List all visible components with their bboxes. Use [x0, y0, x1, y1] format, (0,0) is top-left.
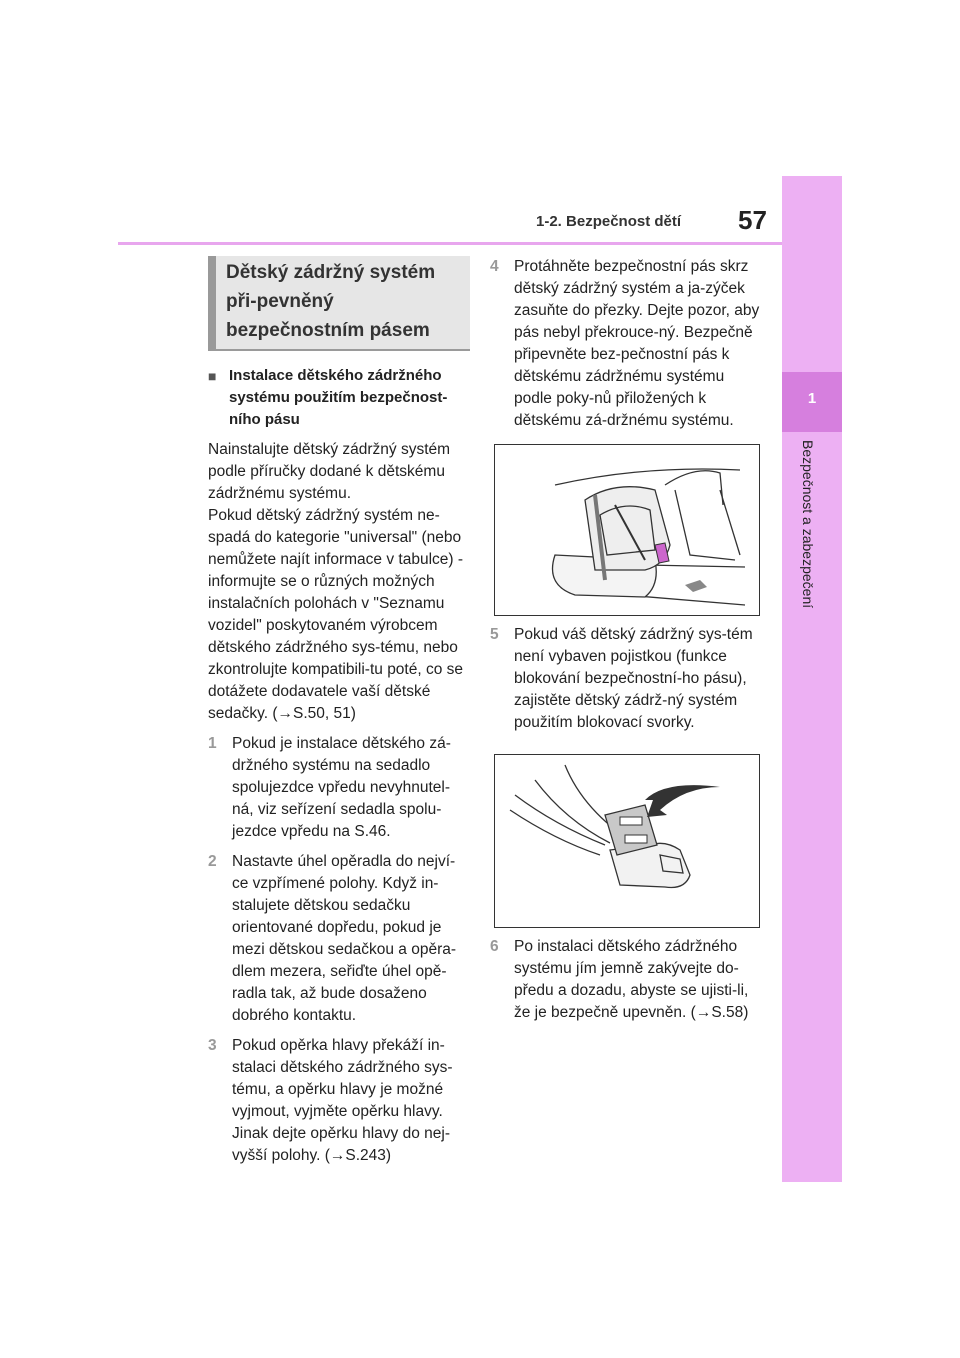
step-number: 4	[490, 258, 499, 275]
intro-paragraph-1: Nainstalujte dětský zádržný systém podle příručky dodané k dětskému zádržnému systému.	[208, 441, 451, 502]
section-title-box: Dětský zádržný systém při-pevněný bezpečnostním pásem	[208, 256, 470, 351]
step-1	[208, 733, 470, 843]
step-number: 5	[490, 626, 499, 643]
car-seat-illustration	[495, 445, 751, 615]
step-number: 3	[208, 1037, 217, 1054]
left-column	[208, 256, 470, 1167]
chapter-number: 1	[807, 390, 817, 407]
step-text: Nastavte úhel opěradla do nejví-ce vzpřímené polohy. Když in-stalujete dětskou sedačku orientované dopředu, pokud je mezi dětskou sedačkou a opěra-dlem mezera, seřiďte úhel opě-radla tak, až bude dosaženo dobrého kontaktu.	[232, 853, 457, 1024]
right-column	[490, 256, 760, 1024]
intro-paragraph-2: Pokud dětský zádržný systém ne-spadá do kategorie "universal" (nebo nemůžete najít informace v tabulce) - informujte se o různých možných instalačních polohách v "Seznamu vozidel" poskytovaném výrobcem dětského zádržného sys-tému, nebo zkontrolujte kompatibili-tu poté, co se dotážete dodavatele vaší dětské sedačky. (→S.50, 51)	[208, 507, 464, 722]
step-5	[490, 624, 760, 734]
locking-clip-illustration	[494, 754, 760, 928]
step-3	[208, 1035, 470, 1167]
chapter-side-tab	[782, 176, 842, 1182]
step-text: Pokud opěrka hlavy překáží in-stalaci dětského zádržného sys-tému, a opěrku hlavy je možné vyjmout, vyjměte opěrku hlavy. Jinak dejte opěrku hlavy do nej-vyšší polohy. (→S.243)	[232, 1037, 453, 1164]
step-number: 1	[208, 735, 217, 752]
chapter-title: Bezpečnost a zabezpečení	[800, 440, 816, 609]
step-6	[490, 936, 760, 1024]
subheading	[208, 365, 470, 431]
step-number: 6	[490, 938, 499, 955]
locking-clip-drawing	[495, 755, 751, 927]
step-4	[490, 256, 760, 432]
step-text: Protáhněte bezpečnostní pás skrz dětský zádržný systém a ja-zýček zasuňte do přezky. Dejte pozor, aby pás nebyl překrouce-ný. Bezpečně připevněte bez-pečnostní pás k dětskému zádržnému systému podle poky-nů přiložených k dětskému zá-držnému systému.	[514, 258, 760, 429]
step-2	[208, 851, 470, 1027]
page-number: 57	[738, 205, 767, 235]
subheading-text: Instalace dětského zádržného systému použitím bezpečnost-ního pásu	[229, 367, 448, 428]
square-bullet-icon: ■	[208, 368, 217, 384]
header-rule	[118, 242, 782, 245]
child-seat-installation-illustration	[494, 444, 760, 616]
step-number: 2	[208, 853, 217, 870]
step-text: Pokud váš dětský zádržný sys-tém není vybaven pojistkou (funkce blokování bezpečnostní-ho pásu), zajistěte dětský zádrž-ný systém použitím blokovací svorky.	[514, 626, 753, 731]
step-text: Pokud je instalace dětského zá-držného systému na sedadlo spolujezdce vpředu nevyhnutel-ná, viz seřízení sedadla spolu-jezdce vpředu na S.46.	[232, 735, 451, 840]
step-text: Po instalaci dětského zádržného systému jím jemně zakývejte do-předu a dozadu, abyste se ujisti-li, že je bezpečně upevněn. (→S.58)	[514, 938, 749, 1021]
section-reference: 1-2. Bezpečnost dětí	[536, 213, 682, 230]
